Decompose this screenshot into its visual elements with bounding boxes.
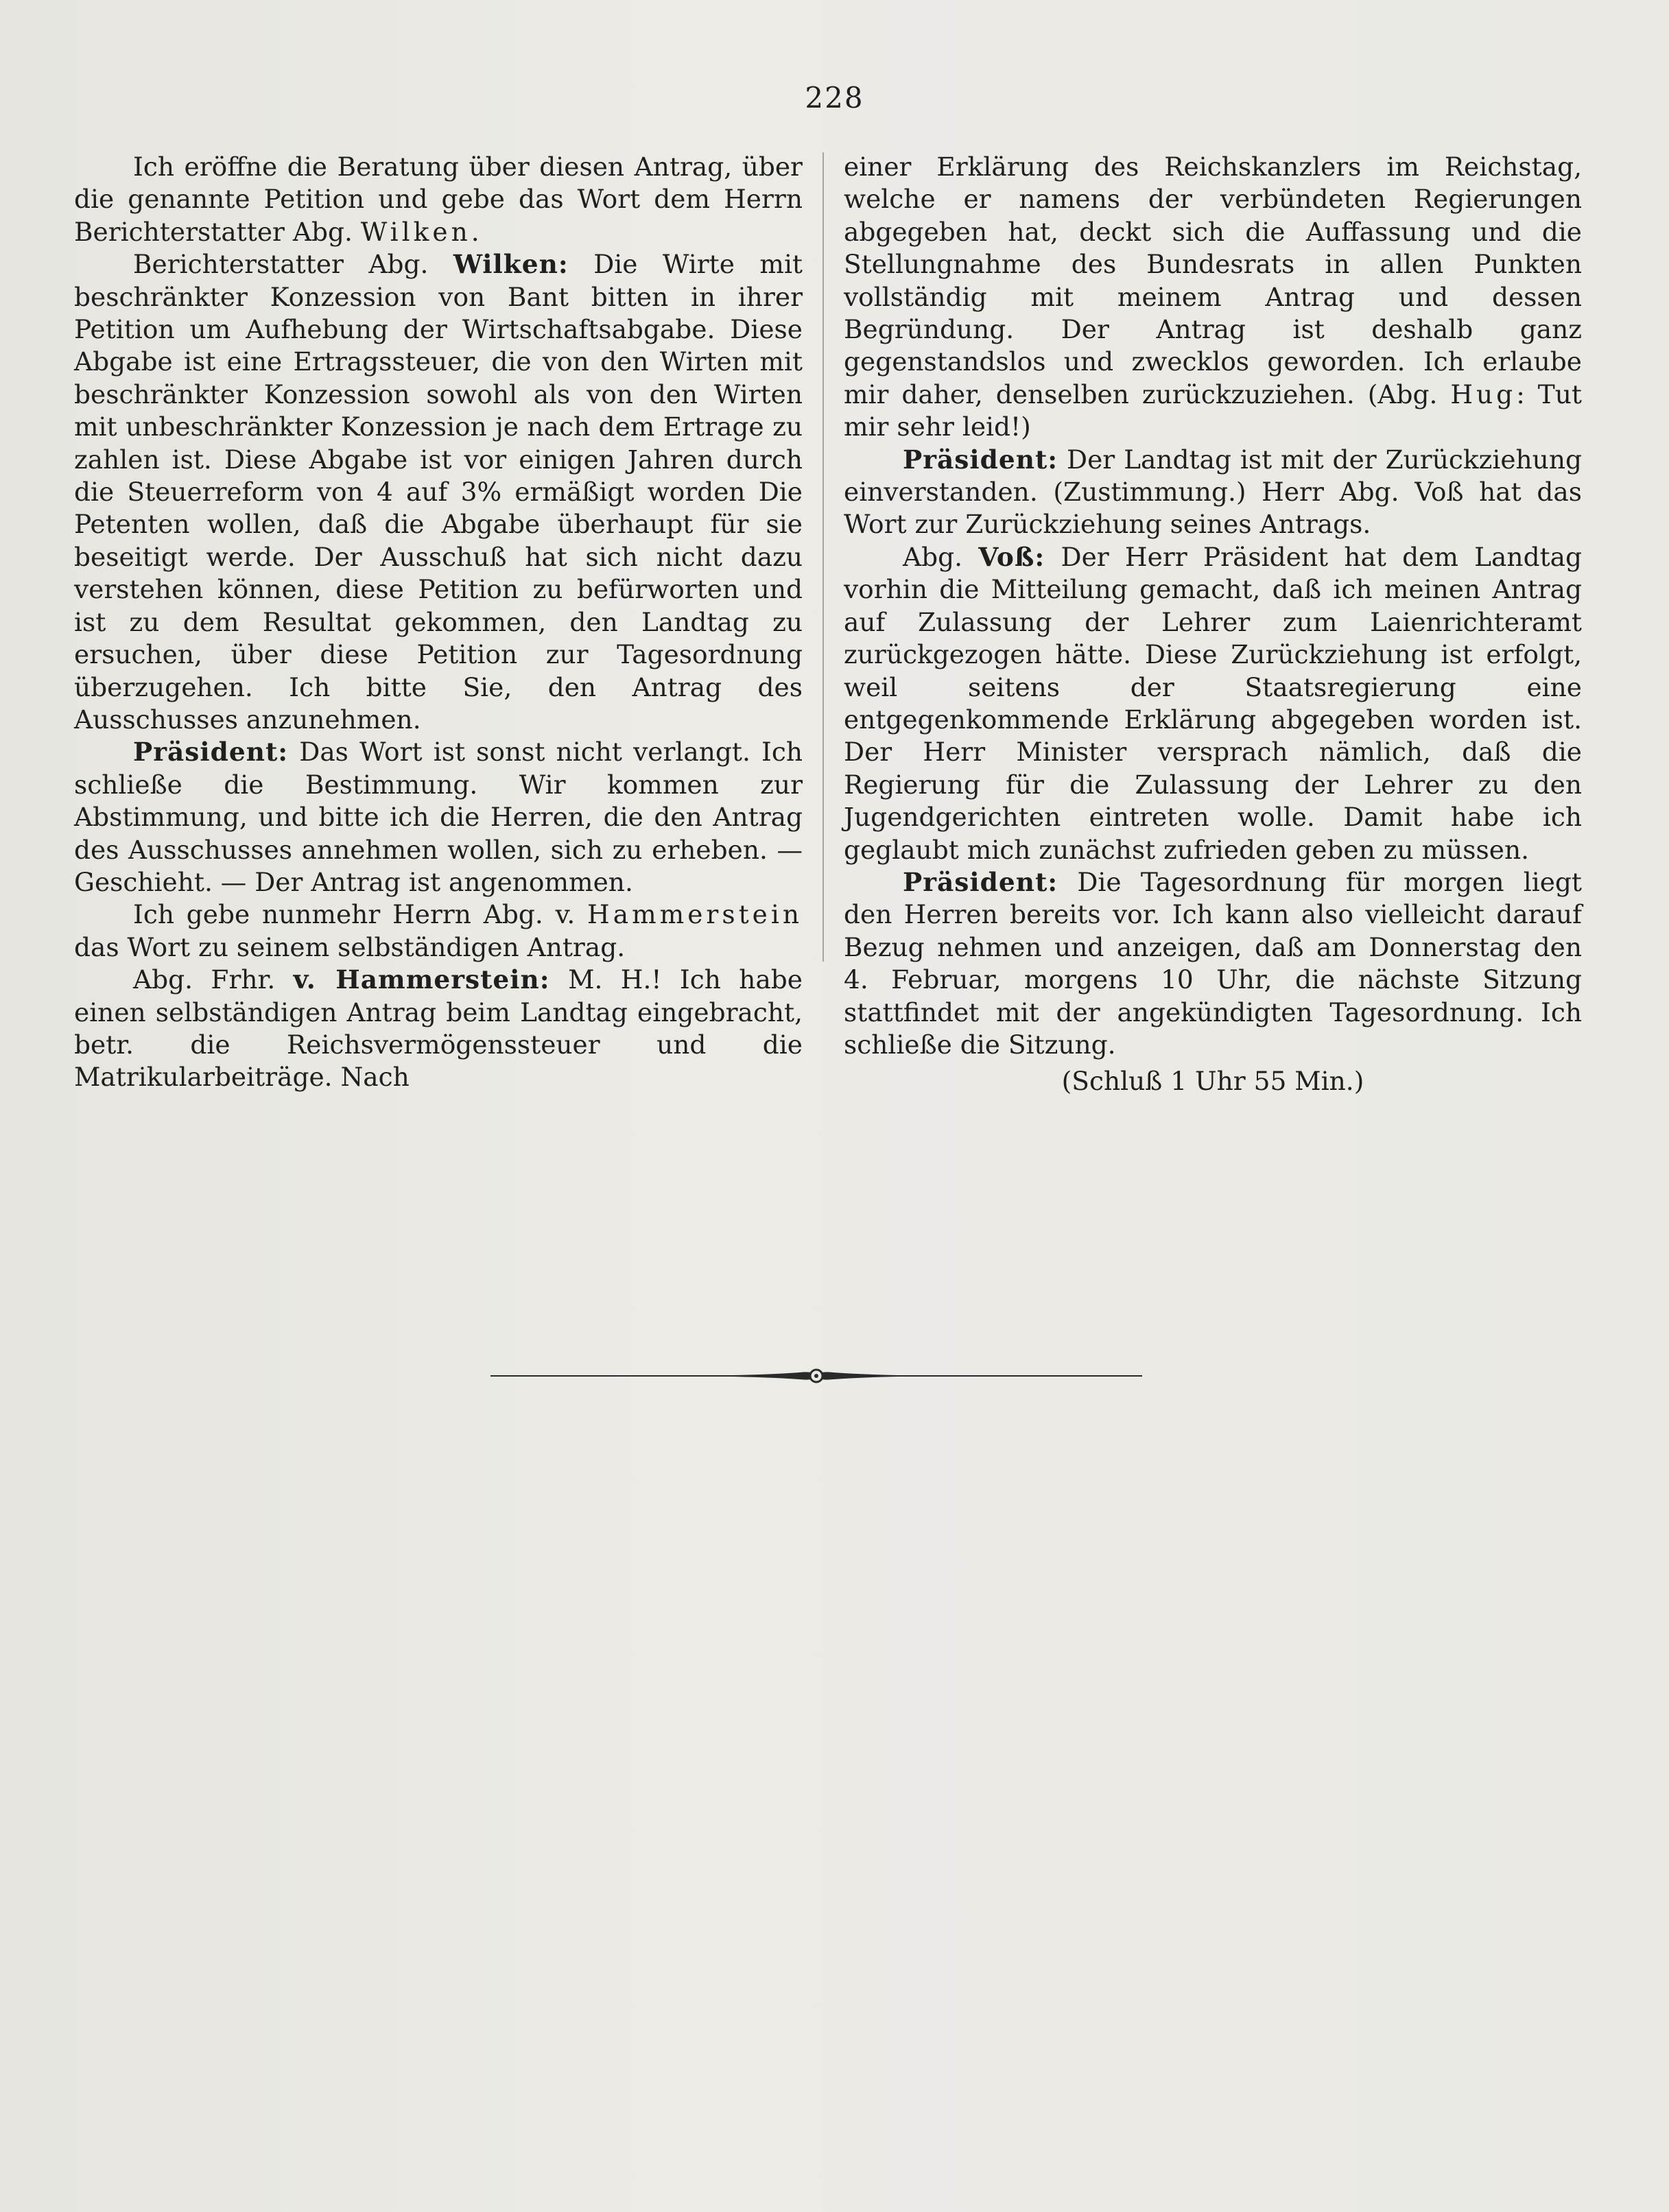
paragraph-opening-debate: Ich eröffne die Beratung über diesen Antrag, über die genannte Petition und gebe das Wort dem Herrn Berichterstatter Abg. Wilken. bbox=[74, 152, 803, 247]
speaker-label: Präsident: bbox=[903, 444, 1058, 475]
speaker-label: Wilken: bbox=[453, 249, 569, 280]
speaker-label: Präsident: bbox=[133, 737, 289, 768]
paragraph-hammerstein-continued: einer Erklärung des Reichskanzlers im Reichstag, welche er namens der verbündeten Regierungen abgegeben hat, deckt sich die Auffassung und die Stellungnahme des Bundesrats in allen Punkten vollständig mit meinem Antrag und dessen Begründung. Der Antrag ist deshalb ganz gegenstandslos und zwecklos geworden. Ich erlaube mir daher, denselben zurückzuziehen. (Abg. Hug: Tut mir sehr leid!) bbox=[844, 152, 1582, 442]
paragraph-president-vote: Präsident: Das Wort ist sonst nicht verlangt. Ich schließe die Bestimmung. Wir kommen zur Abstimmung, und bitte ich die Herren, die den Antrag des Ausschusses annehmen wollen, sich zu erheben. — Geschieht. — Der Antrag ist angenommen. bbox=[74, 737, 803, 897]
speaker-name-wilken: Wilken bbox=[360, 216, 471, 247]
speaker-label: v. Hammerstein: bbox=[293, 964, 550, 995]
paragraph-president-handover: Ich gebe nunmehr Herrn Abg. v. Hammerstein das Wort zu seinem selbständigen Antrag. bbox=[74, 899, 803, 962]
left-column bbox=[74, 151, 803, 1094]
ornamental-rule-icon bbox=[490, 1366, 1142, 1386]
column-divider bbox=[822, 152, 824, 962]
paragraph-president-withdrawal: Präsident: Der Landtag ist mit der Zurückziehung einverstanden. (Zustimmung.) Herr Abg. Voß hat das Wort zur Zurückziehung seines Antrags. bbox=[844, 444, 1582, 540]
right-column bbox=[844, 151, 1582, 1098]
paragraph-hammerstein-speech: Abg. Frhr. v. Hammerstein: M. H.! Ich habe einen selbständigen Antrag beim Landtag eingebracht, betr. die Reichsvermögenssteuer und die Matrikularbeiträge. Nach bbox=[74, 964, 803, 1093]
paragraph-president-closing: Präsident: Die Tagesordnung für morgen liegt den Herren bereits vor. Ich kann also vielleicht darauf Bezug nehmen und anzeigen, daß am Donnerstag den 4. Februar, morgens 10 Uhr, die nächste Sitzung stattfindet mit der angekündigten Tagesordnung. Ich schließe die Sitzung. bbox=[844, 866, 1582, 1060]
paragraph-voss-speech: Abg. Voß: Der Herr Präsident hat dem Landtag vorhin die Mitteilung gemacht, daß ich meinen Antrag auf Zulassung der Lehrer zum Laienrichteramt zurückgezogen hätte. Diese Zurückziehung ist erfolgt, weil seitens der Staatsregierung eine entgegenkommende Erklärung abgegeben worden ist. Der Herr Minister versprach nämlich, daß die Regierung für die Zulassung der Lehrer zu den Jugendgerichten eintreten wolle. Damit habe ich geglaubt mich zunächst zufrieden geben zu müssen. bbox=[844, 541, 1583, 865]
speaker-label: Voß: bbox=[978, 541, 1045, 572]
session-closing-time: (Schluß 1 Uhr 55 Min.) bbox=[1061, 1066, 1364, 1097]
speaker-name-hammerstein: Hammerstein bbox=[587, 899, 803, 930]
speaker-name-hug: Hug bbox=[1450, 379, 1517, 409]
speaker-label: Präsident: bbox=[903, 866, 1058, 897]
paragraph-rapporteur-wilken: Berichterstatter Abg. Wilken: Die Wirte mit beschränkter Konzession von Bant bitten in ihrer Petition um Aufhebung der Wirtschaftsabgabe. Diese Abgabe ist eine Ertragssteuer, die von den Wirten mit beschränkter Konzession sowohl als von den Wirten mit unbeschränkter Konzession je nach dem Ertrage zu zahlen ist. Diese Abgabe ist vor einigen Jahren durch die Steuerreform von 4 auf 3% ermäßigt worden Die Petenten wollen, daß die Abgabe überhaupt für sie beseitigt werde. Der Ausschuß hat sich nicht dazu verstehen können, diese Petition zu befürworten und ist zu dem Resultat gekommen, den Landtag zu ersuchen, über diese Petition zur Tagesordnung überzugehen. Ich bitte Sie, den Antrag des Ausschusses anzunehmen. bbox=[74, 249, 803, 735]
page-number: 228 bbox=[805, 81, 864, 115]
